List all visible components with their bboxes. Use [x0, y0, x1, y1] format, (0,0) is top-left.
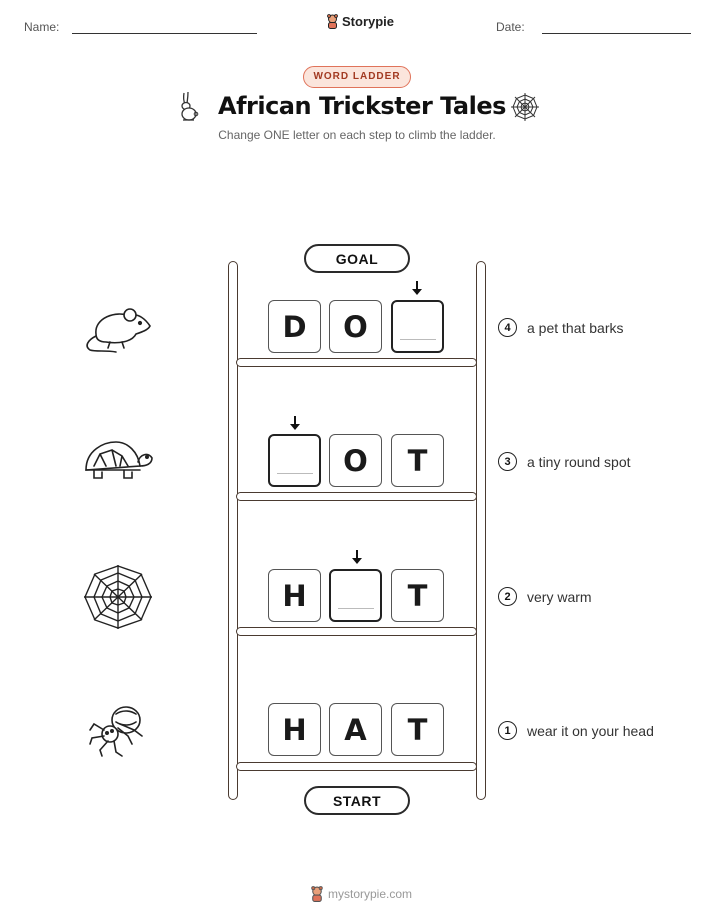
- letter-tile: O: [329, 300, 382, 353]
- start-label: [304, 786, 410, 815]
- step-number: 2: [498, 587, 517, 606]
- letter-tile: H: [268, 569, 321, 622]
- letter-tile: T: [391, 569, 444, 622]
- step-number: 3: [498, 452, 517, 471]
- letter-tile: D: [268, 300, 321, 353]
- letter-tile: A: [329, 703, 382, 756]
- letter-tile: T: [391, 703, 444, 756]
- ladder-rung: [236, 358, 477, 367]
- tortoise-icon: [82, 436, 154, 488]
- footer-site: mystorypie.com: [328, 887, 413, 901]
- step-number: 4: [498, 318, 517, 337]
- ladder-rung: [236, 762, 477, 771]
- brand-name: Storypie: [342, 14, 395, 29]
- start-text: START: [332, 792, 382, 809]
- clue-text: wear it on your head: [527, 722, 654, 739]
- date-field[interactable]: [542, 33, 691, 34]
- arrow-down-icon: [410, 280, 424, 296]
- tag-wrapper: [0, 66, 714, 88]
- word-ladder-tag: WORD LADDER: [303, 66, 410, 88]
- blank-tile-input[interactable]: [268, 434, 321, 487]
- clue-text: very warm: [527, 588, 592, 605]
- ladder-rung: [236, 492, 477, 501]
- name-label: Name:: [24, 20, 60, 34]
- spider-icon: [86, 700, 150, 760]
- step-number: 1: [498, 721, 517, 740]
- arrow-down-icon: [350, 549, 364, 565]
- clue-text: a pet that barks: [527, 319, 624, 336]
- letter-tile: H: [268, 703, 321, 756]
- clue-row: [498, 587, 592, 606]
- arrow-down-icon: [288, 415, 302, 431]
- letter-tile: T: [391, 434, 444, 487]
- name-field[interactable]: [72, 33, 257, 34]
- letter-tile: O: [329, 434, 382, 487]
- date-label: Date:: [496, 20, 525, 34]
- spider-web-icon: [82, 563, 154, 631]
- blank-tile-input[interactable]: [329, 569, 382, 622]
- goal-text: GOAL: [335, 250, 379, 267]
- goal-label: [304, 244, 410, 273]
- ladder-right-rail: [476, 261, 486, 800]
- storypie-mascot-icon: [310, 886, 324, 902]
- clue-text: a tiny round spot: [527, 453, 631, 470]
- page-title: African Trickster Tales: [218, 92, 506, 120]
- ladder-left-rail: [228, 261, 238, 800]
- mouse-icon: [82, 302, 154, 356]
- clue-row: [498, 721, 654, 740]
- footer: [310, 886, 412, 902]
- storypie-mascot-icon: [326, 14, 339, 29]
- ladder-rung: [236, 627, 477, 636]
- clue-row: [498, 452, 631, 471]
- rabbit-icon: [174, 90, 202, 122]
- clue-row: [498, 318, 624, 337]
- brand-logo: [326, 14, 394, 29]
- instructions: Change ONE letter on each step to climb the ladder.: [218, 128, 496, 142]
- spider-web-icon: [510, 92, 540, 122]
- blank-tile-input[interactable]: [391, 300, 444, 353]
